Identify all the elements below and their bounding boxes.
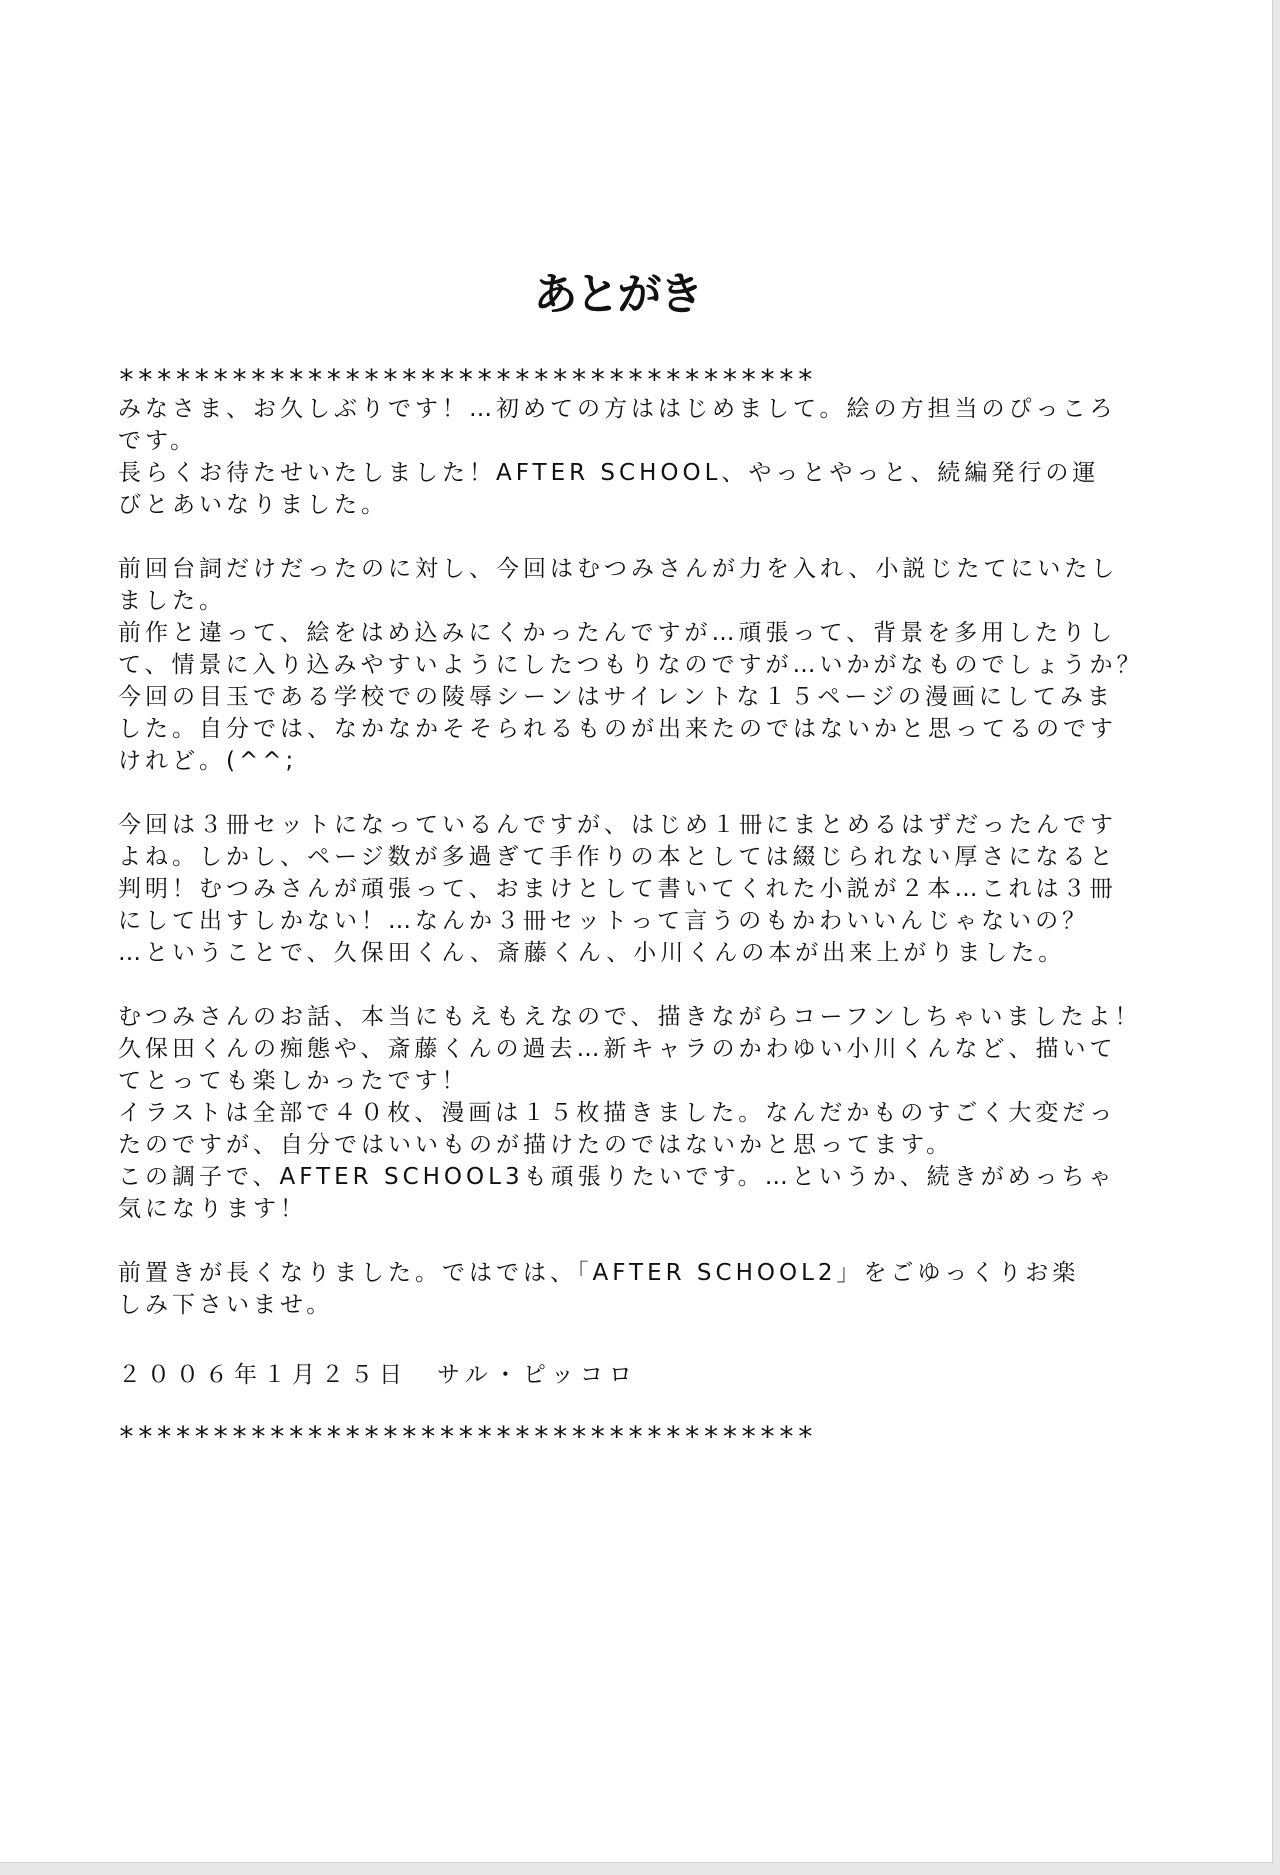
paragraph-gap [118,777,1158,809]
page-title: あとがき [533,269,702,320]
text-line: たのですが、自分ではいいものが描けたのではないかと思ってます。 [118,1132,954,1158]
text-line: 長らくお待たせいたしました！AFTER SCHOOL、やっとやっと、続編発行の運 [118,460,1100,486]
text-line: です。 [118,428,198,454]
text-line: けれど。(^^; [118,748,298,774]
text-line: むつみさんのお話、本当にもえもえなので、描きながらコーフンしちゃいましたよ！ [118,1004,1142,1030]
paragraph-gap [118,521,1158,553]
date-signature: ２００６年１月２５日 サル・ピッコロ [118,1362,638,1388]
text-line: 今回の目玉である学校での陵辱シーンはサイレントな１５ページの漫画にしてみま [118,684,1114,710]
text-line: 判明！むつみさんが頑張って、おまけとして書いてくれた小説が２本…これは３冊 [118,876,1117,902]
afterword-body [118,393,1158,1321]
text-line: よね。しかし、ページ数が多過ぎて手作りの本としては綴じられない厚さになると [118,844,1117,870]
bottom-star-divider: ************************************* [118,1420,816,1453]
text-line: 久保田くんの痴態や、斎藤くんの過去…新キャラのかわゆい小川くんなど、描いて [118,1036,1117,1062]
text-line: にして出すしかない！…なんか３冊セットって言うのもかわいいんじゃないの？ [118,908,1090,934]
text-line: した。自分では、なかなかそそられるものが出来たのではないかと思ってるのです [118,716,1117,742]
text-line: 前置きが長くなりました。ではでは、「AFTER SCHOOL2」をごゆっくりお楽 [118,1260,1080,1286]
text-line: 前回台詞だけだったのに対し、今回はむつみさんが力を入れ、小説じたてにいたし [118,556,1119,582]
text-line: …ということで、久保田くん、斎藤くん、小川くんの本が出来上がりました。 [118,940,1066,966]
text-line: 前作と違って、絵をはめ込みにくかったんですが…頑張って、背景を多用したりし [118,620,1117,646]
paragraph-gap [118,969,1158,1001]
text-line: て、情景に入り込みやすいようにしたつもりなのですが…いかがなものでしょうか？ [118,652,1144,678]
text-line: みなさま、お久しぶりです！…初めての方ははじめまして。絵の方担当のぴっころ [118,396,1117,422]
text-line: てとっても楽しかったです！ [118,1068,469,1094]
text-line: 気になります！ [118,1196,307,1222]
text-line: 今回は３冊セットになっているんですが、はじめ１冊にまとめるはずだったんです [118,812,1117,838]
top-star-divider: ************************************* [118,363,816,396]
text-line: しみ下さいませ。 [118,1292,334,1318]
paragraph-gap [118,1225,1158,1257]
text-line: びとあいなりました。 [118,492,388,518]
text-line: この調子で、AFTER SCHOOL3も頑張りたいです。…というか、続きがめっちゃ [118,1164,1116,1190]
text-line: ました。 [118,588,226,614]
text-line: イラストは全部で４０枚、漫画は１５枚描きました。なんだかものすごく大変だっ [118,1100,1117,1126]
